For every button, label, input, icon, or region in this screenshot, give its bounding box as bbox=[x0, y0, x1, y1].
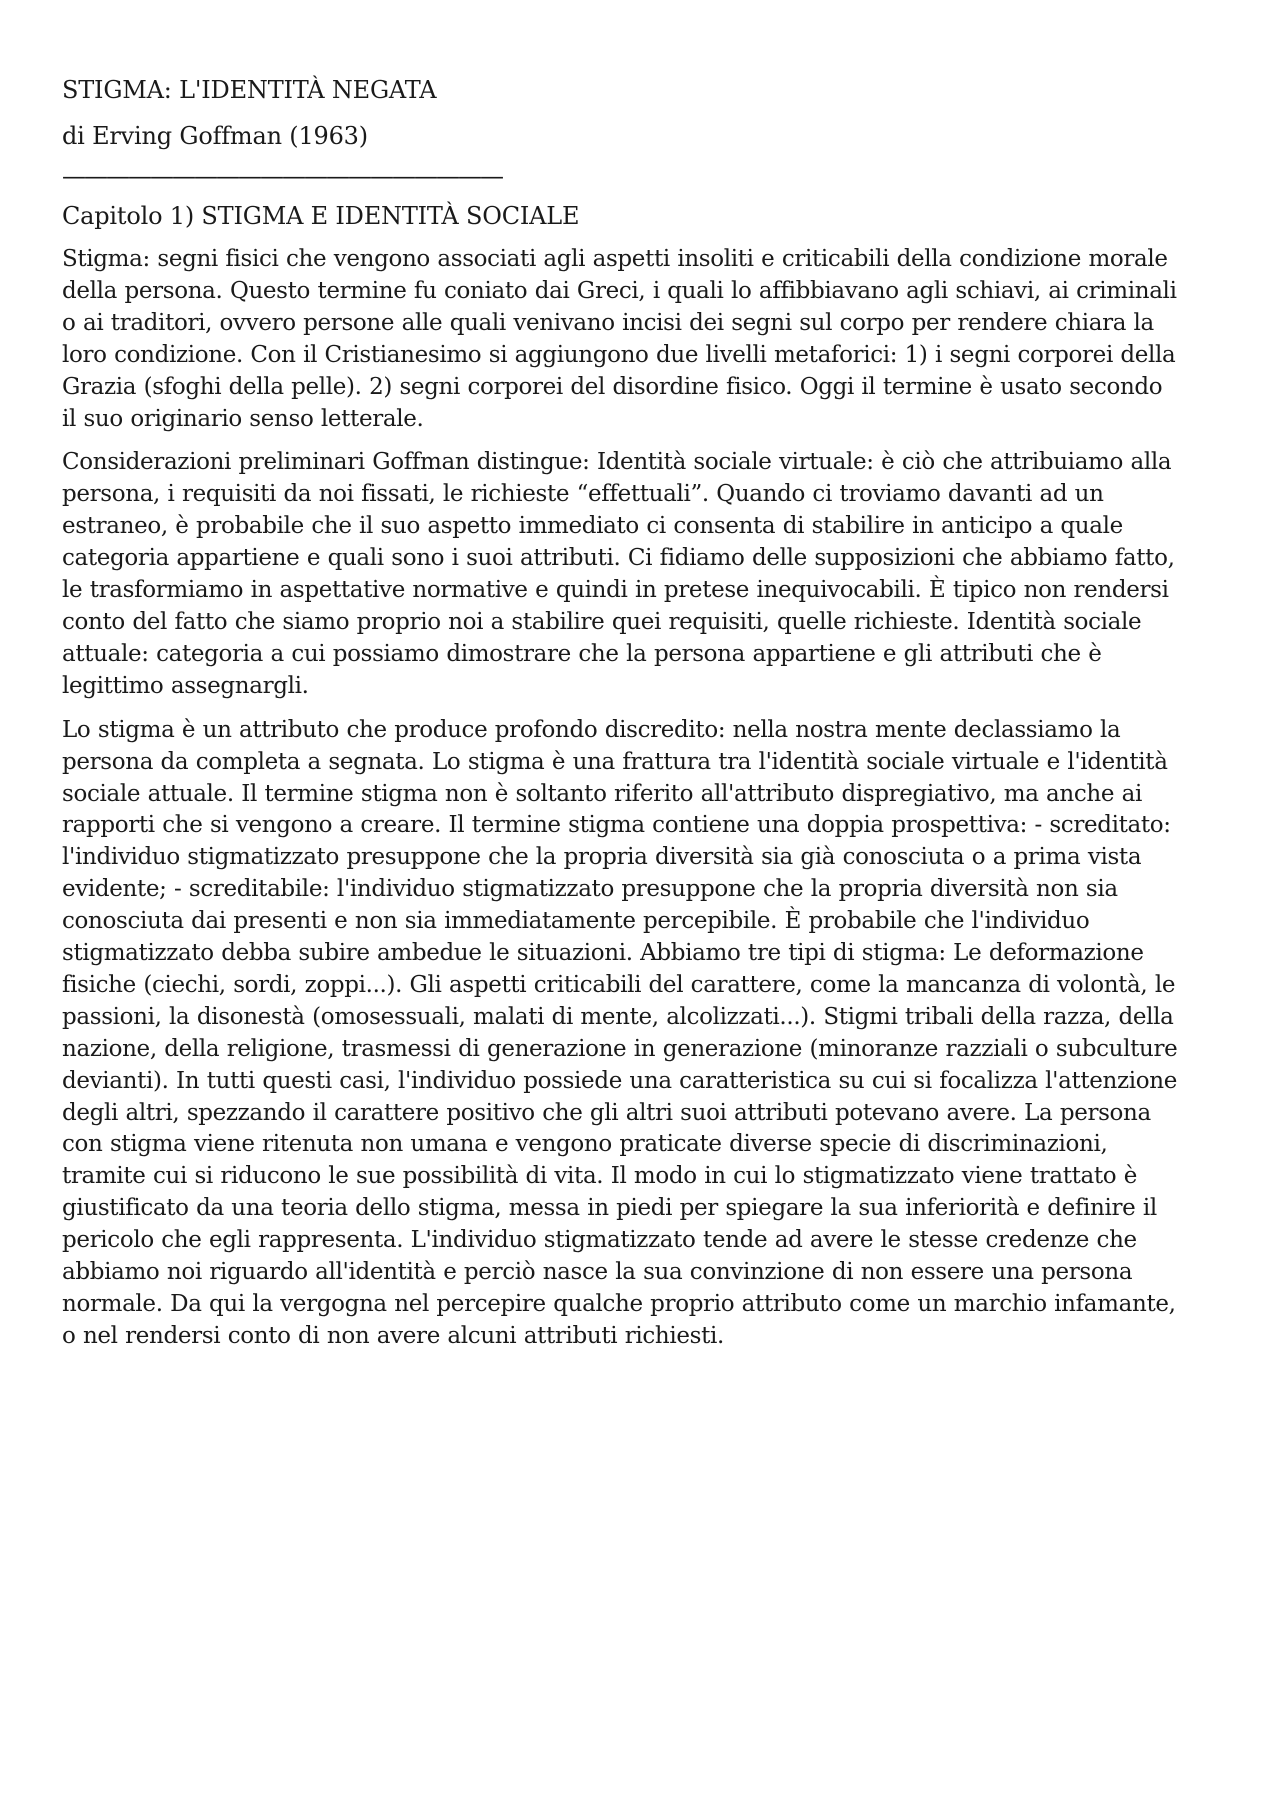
chapter-heading: Capitolo 1) STIGMA E IDENTITÀ SOCIALE bbox=[62, 202, 580, 230]
paragraph-stigma-attribute: Lo stigma è un attributo che produce profondo discredito: nella nostra mente declassiamo la persona da completa a segnata. Lo stigma è una frattura tra l'identità sociale virtuale e l'identità sociale attuale. Il termine stigma non è soltanto riferito all'attributo dispregiativo, ma anche ai rapporti che si vengono a creare. Il termine stigma contiene una doppia prospettiva: - screditato: l'individuo stigmatizzato presuppone che la propria diversità sia già conosciuta o a prima vista evidente; - screditabile: l'individuo stigmatizzato presuppone che la propria diversità non sia conosciuta dai presenti e non sia immediatamente percepibile. È probabile che l'individuo stigmatizzato debba subire ambedue le situazioni. Abbiamo tre tipi di stigma: Le deformazione fisiche (ciechi, sordi, zoppi...). Gli aspetti criticabili del carattere, come la mancanza di volontà, le passioni, la disonestà (omosessuali, malati di mente, alcolizzati...). Stigmi tribali della razza, della nazione, della religione, trasmessi di generazione in generazione (minoranze razziali o subculture devianti). In tutti questi casi, l'individuo possiede una caratteristica su cui si focalizza l'attenzione degli altri, spezzando il carattere positivo che gli altri suoi attributi potevano avere. La persona con stigma viene ritenuta non umana e vengono praticate diverse specie di discriminazioni, tramite cui si riducono le sue possibilità di vita. Il modo in cui lo stigmatizzato viene trattato è giustificato da una teoria dello stigma, messa in piedi per spiegare la sua inferiorità e definire il pericolo che egli rappresenta. L'individuo stigmatizzato tende ad avere le stesse credenze che abbiamo noi riguardo all'identità e perciò nasce la sua convinzione di non essere una persona normale. Da qui la vergogna nel percepire qualche proprio attributo come un marchio infamante, o nel rendersi conto di non avere alcuni attributi richiesti. bbox=[62, 716, 1178, 1349]
author-line: di Erving Goffman (1963) bbox=[62, 122, 368, 150]
document-page bbox=[62, 74, 1182, 1365]
paragraph-preliminary-considerations: Considerazioni preliminari Goffman distingue: Identità sociale virtuale: è ciò che attribuiamo alla persona, i requisiti da noi fissati, le richieste “effettuali”. Quando ci troviamo davanti ad un estraneo, è probabile che il suo aspetto immediato ci consenta di stabilire in anticipo a quale categoria appartiene e quali sono i suoi attributi. Ci fidiamo delle supposizioni che abbiamo fatto, le trasformiamo in aspettative normative e quindi in pretese inequivocabili. È tipico non rendersi conto del fatto che siamo proprio noi a stabilire quei requisiti, quelle richieste. Identità sociale attuale: categoria a cui possiamo dimostrare che la persona appartiene e gli attributi che è legittimo assegnargli. bbox=[62, 449, 1175, 699]
divider-line: ———————————————————— bbox=[62, 162, 502, 190]
document-title: STIGMA: L'IDENTITÀ NEGATA bbox=[62, 76, 437, 104]
paragraph-stigma-definition: Stigma: segni fisici che vengono associati agli aspetti insoliti e criticabili della condizione morale della persona. Questo termine fu coniato dai Greci, i quali lo affibbiavano agli schiavi, ai criminali o ai traditori, ovvero persone alle quali venivano incisi dei segni sul corpo per rendere chiara la loro condizione. Con il Cristianesimo si aggiungono due livelli metaforici: 1) i segni corporei della Grazia (sfoghi della pelle). 2) segni corporei del disordine fisico. Oggi il termine è usato secondo il suo originario senso letterale. bbox=[62, 246, 1177, 432]
